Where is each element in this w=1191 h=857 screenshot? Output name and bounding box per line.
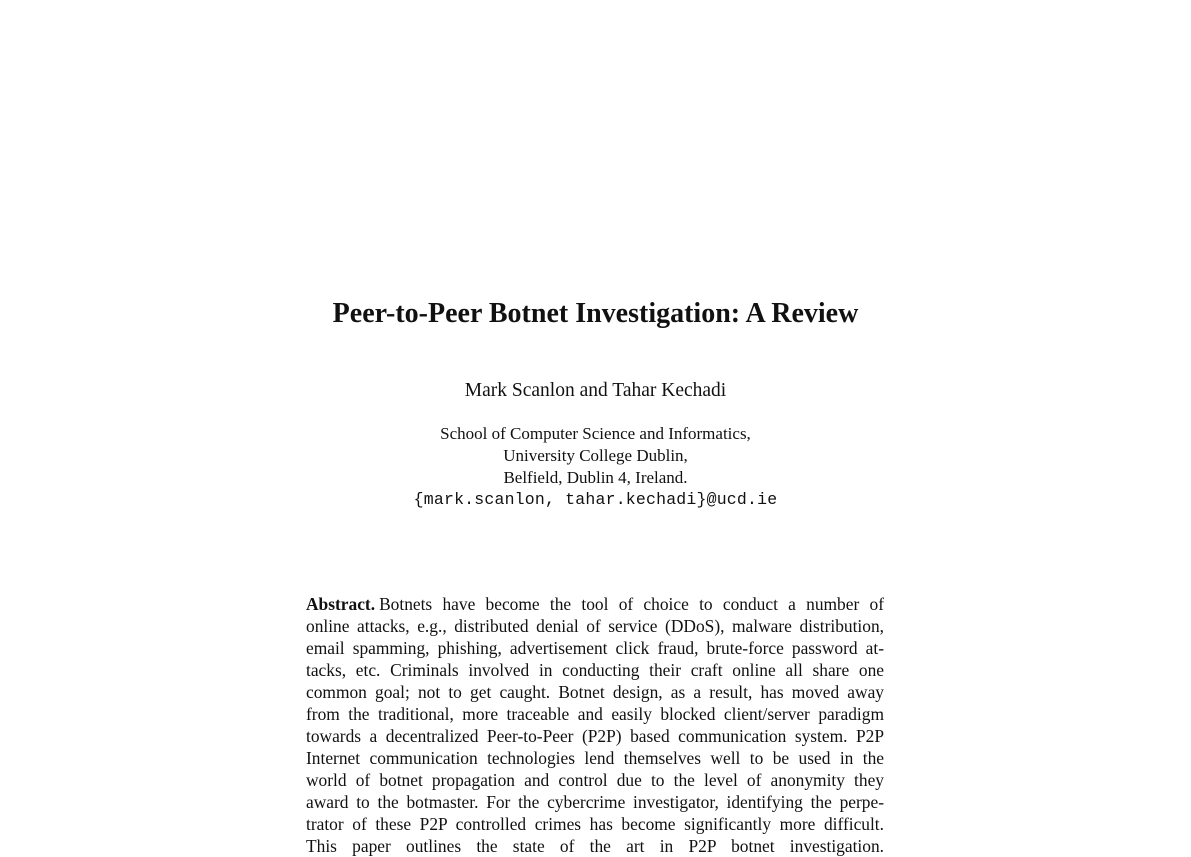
abstract-line: online attacks, e.g., distributed denial of service (DDoS), malware distribution, (306, 616, 884, 636)
abstract-line: email spamming, phishing, advertisement click fraud, brute-force password at- (306, 638, 884, 658)
affiliation-line: Belfield, Dublin 4, Ireland. (503, 468, 688, 487)
paper-authors: Mark Scanlon and Tahar Kechadi (464, 380, 727, 401)
affiliation-line: School of Computer Science and Informatics, (440, 424, 751, 443)
abstract-line: tacks, etc. Criminals involved in conducting their craft online all share one (306, 660, 884, 680)
abstract-line (306, 593, 884, 615)
paper-title: Peer-to-Peer Botnet Investigation: A Review (332, 298, 859, 329)
abstract-line: This paper outlines the state of the art in P2P botnet investigation. (306, 836, 884, 856)
author-email: {mark.scanlon, tahar.kechadi}@ucd.ie (413, 490, 778, 509)
abstract-line: trator of these P2P controlled crimes has become significantly more difficult. (306, 814, 884, 834)
abstract-line: towards a decentralized Peer-to-Peer (P2P) based communication system. P2P (306, 726, 884, 746)
abstract-line: Internet communication technologies lend themselves well to be used in the (306, 748, 884, 768)
abstract-text: Botnets have become the tool of choice to conduct a number of (379, 594, 884, 614)
abstract (306, 593, 884, 857)
abstract-line: award to the botmaster. For the cybercrime investigator, identifying the perpe- (306, 792, 884, 812)
author-affiliation (0, 423, 1191, 511)
affiliation-line: University College Dublin, (503, 446, 688, 465)
abstract-label: Abstract. (306, 594, 376, 614)
abstract-line: common goal; not to get caught. Botnet design, as a result, has moved away (306, 682, 884, 702)
abstract-line: from the traditional, more traceable and easily blocked client/server paradigm (306, 704, 884, 724)
abstract-line: world of botnet propagation and control due to the level of anonymity they (306, 770, 884, 790)
